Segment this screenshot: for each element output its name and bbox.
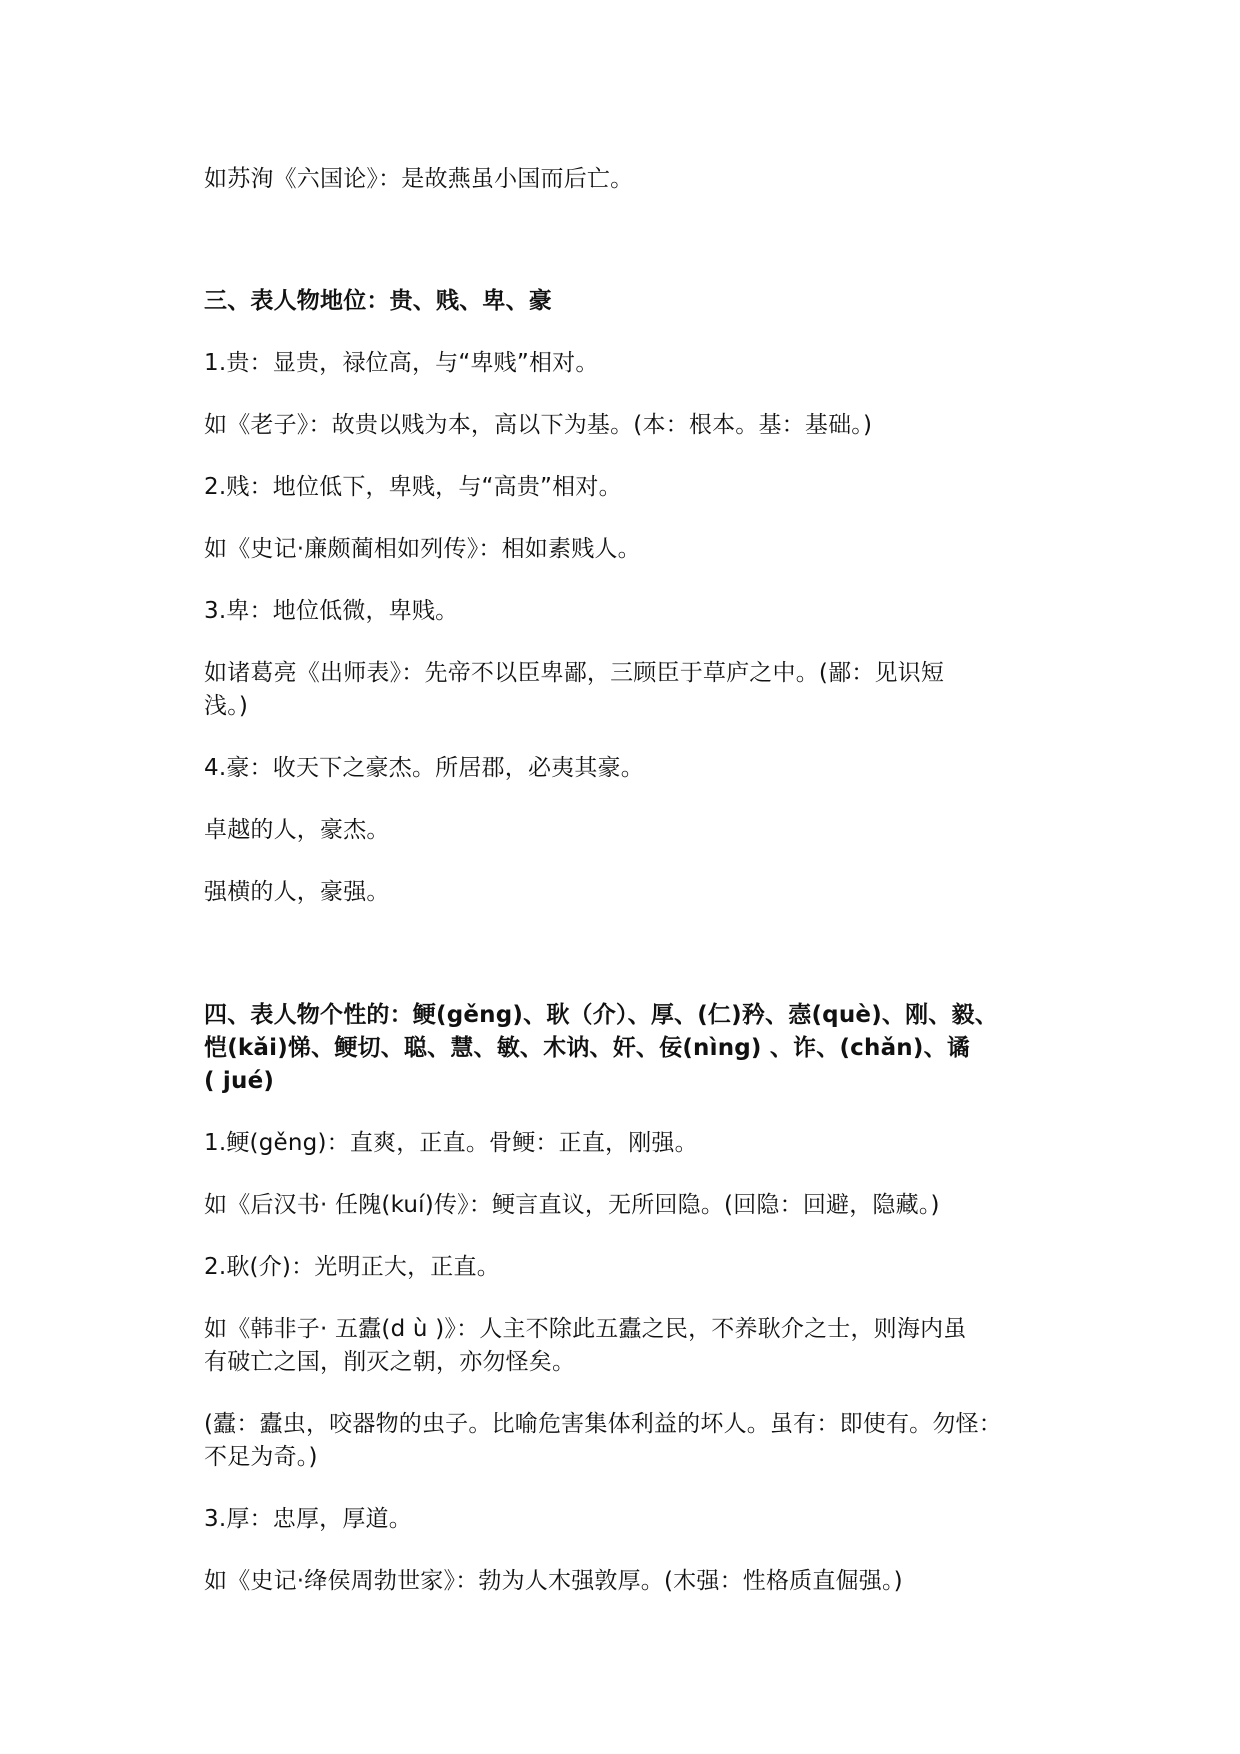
paragraph-hou-example: 如《史记·绛侯周勃世家》：勃为人木强敦厚。(木强：性格质直倔强。) <box>204 1568 903 1594</box>
paragraph-jian-example: 如《史记·廉颇蔺相如列传》：相如素贱人。 <box>204 536 641 562</box>
section-heading-status: 三、表人物地位：贵、贱、卑、豪 <box>204 288 552 314</box>
paragraph-jian-definition: 2.贱：地位低下，卑贱，与“高贵”相对。 <box>204 474 622 500</box>
paragraph-hou-definition: 3.厚：忠厚，厚道。 <box>204 1506 412 1532</box>
paragraph-hao-definition: 4.豪：收天下之豪杰。所居郡，必夷其豪。 <box>204 755 644 781</box>
paragraph-bei-example-line2: 浅。) <box>204 693 249 719</box>
paragraph-gengjie-example-line1: 如《韩非子· 五蠹(d ù )》：人主不除此五蠹之民，不养耿介之士，则海内虽 <box>204 1316 967 1342</box>
paragraph-bei-definition: 3.卑：地位低微，卑贱。 <box>204 598 459 624</box>
paragraph-gengjie-definition: 2.耿(介)：光明正大，正直。 <box>204 1254 500 1280</box>
paragraph-gui-definition: 1.贵：显贵，禄位高，与“卑贱”相对。 <box>204 350 599 376</box>
paragraph-geng-example: 如《后汉书· 任隗(kuí)传》：鲠言直议，无所回隐。(回隐：回避，隐藏。) <box>204 1192 940 1218</box>
paragraph-example-liuguolun: 如苏洵《六国论》：是故燕虽小国而后亡。 <box>204 166 634 192</box>
section-heading-personality-line1: 四、表人物个性的：鲠(gěng)、耿（介）、厚、(仁)矜、悫(què)、刚、毅、 <box>204 1002 998 1028</box>
paragraph-du-note-line2: 不足为奇。) <box>204 1444 318 1470</box>
paragraph-gengjie-example-line2: 有破亡之国，削灭之朝，亦勿怪矣。 <box>204 1349 576 1375</box>
paragraph-gui-example: 如《老子》：故贵以贱为本，高以下为基。(本：根本。基：基础。) <box>204 412 873 438</box>
paragraph-du-note-line1: (蠹：蠹虫，咬器物的虫子。比喻危害集体利益的坏人。虽有：即使有。勿怪： <box>204 1411 1002 1437</box>
section-heading-personality-line2: 恺(kǎi)悌、鲠切、聪、慧、敏、木讷、奸、佞(nìng) 、诈、(chǎn)、谲 <box>204 1035 970 1061</box>
paragraph-hao-meaning1: 卓越的人，豪杰。 <box>204 817 390 843</box>
paragraph-geng-definition: 1.鲠(gěng)：直爽，正直。骨鲠：正直，刚强。 <box>204 1130 698 1156</box>
section-heading-personality-line3: ( jué) <box>204 1068 275 1094</box>
paragraph-bei-example-line1: 如诸葛亮《出师表》：先帝不以臣卑鄙，三顾臣于草庐之中。(鄙：见识短 <box>204 660 945 686</box>
paragraph-hao-meaning2: 强横的人，豪强。 <box>204 879 390 905</box>
